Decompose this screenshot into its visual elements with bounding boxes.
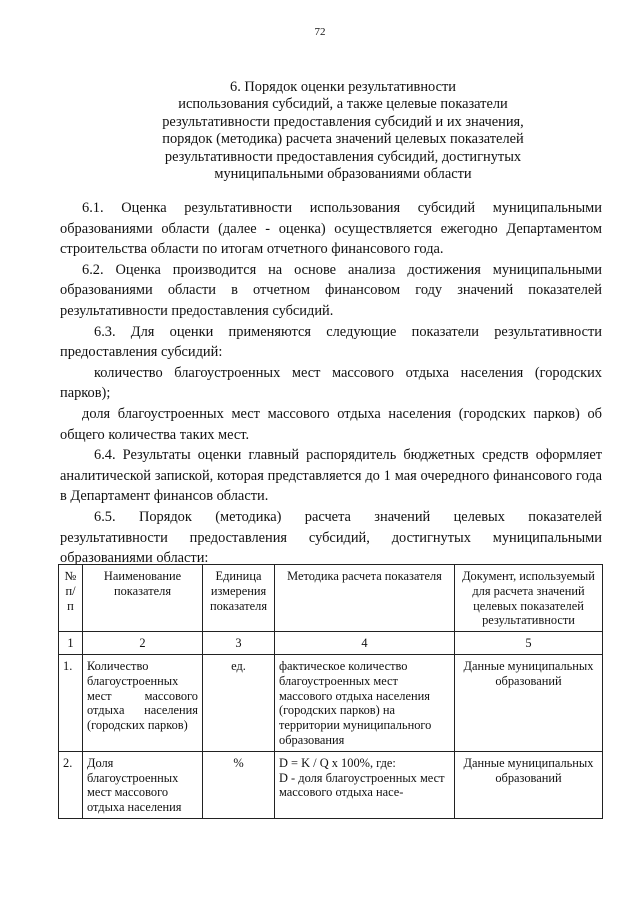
section-title-line: результативности предоставления субсидий, достигнутых xyxy=(164,148,522,165)
table-numbering-row xyxy=(59,632,603,655)
table-row xyxy=(59,751,603,818)
section-title-line: муниципальными образованиями области xyxy=(214,166,472,183)
row-unit: ед. xyxy=(203,654,275,751)
row-method-text: D - доля благоустроенных мест массового отдыха насе- xyxy=(279,770,445,800)
row-unit: % xyxy=(203,751,275,818)
section-title-line: 6. Порядок оценки результативности xyxy=(230,79,456,95)
row-indicator-name: Доля благоустроенных мест массового отдыха населения xyxy=(83,751,203,818)
row-number: 2. xyxy=(59,751,83,818)
paragraph-6-1: 6.1. Оценка результативности использования субсидий муниципальными образованиями области (далее - оценка) осуществляется ежегодно Департаментом строительства области по итогам отчетного финансового года. xyxy=(60,200,602,258)
numbering-cell: 2 xyxy=(83,632,203,655)
header-cell-unit: Единица измерения показателя xyxy=(203,565,275,632)
header-cell-method: Методика расчета показателя xyxy=(275,565,455,632)
indicators-table xyxy=(58,564,603,819)
paragraph-6-5-line-3: образованиями области: xyxy=(60,550,209,567)
page-number: 72 xyxy=(314,26,326,38)
paragraph-6-3: 6.3. Для оценки применяются следующие показатели результативности предоставления субсидий: xyxy=(60,323,602,361)
paragraph-6-3-item-2: доля благоустроенных мест массового отдыха населения (городских парков) об общего количества таких мест. xyxy=(60,405,602,443)
paragraph-6-5-line-2: результативности предоставления субсидий, достигнутых муниципальными xyxy=(60,529,602,546)
row-document: Данные муниципальных образований xyxy=(455,751,603,818)
table-header-row xyxy=(59,565,603,632)
row-indicator-name: Количество благоустроенных мест массового отдыха населения (городских парков) xyxy=(83,654,203,751)
section-title xyxy=(100,79,586,183)
body-text xyxy=(60,198,602,569)
section-title-line: использования субсидий, а также целевые показатели xyxy=(178,96,508,113)
numbering-cell: 5 xyxy=(455,632,603,655)
row-method: фактическое количество благоустроенных мест массового отдыха населения (городских парков) на территории муниципального образования xyxy=(275,654,455,751)
section-title-line: порядок (методика) расчета значений целевых показателей xyxy=(162,131,524,148)
numbering-cell: 3 xyxy=(203,632,275,655)
header-cell-name: Наименование показателя xyxy=(83,565,203,632)
paragraph-6-3-item-1: количество благоустроенных мест массового отдыха населения (городских парков); xyxy=(60,364,602,402)
numbering-cell: 4 xyxy=(275,632,455,655)
header-cell-number: № п/п xyxy=(59,565,83,632)
row-method-formula: D = K / Q x 100%, где: xyxy=(279,755,396,770)
row-document: Данные муниципальных образований xyxy=(455,654,603,751)
paragraph-6-4: 6.4. Результаты оценки главный распорядитель бюджетных средств оформляет аналитической запиской, которая представляется до 1 мая очередного финансового года в Департамент финансов области. xyxy=(60,447,602,505)
paragraph-6-5-line-1: 6.5. Порядок (методика) расчета значений целевых показателей xyxy=(94,508,602,525)
section-title-line: результативности предоставления субсидий и их значения, xyxy=(162,113,524,130)
numbering-cell: 1 xyxy=(59,632,83,655)
row-method xyxy=(275,751,455,818)
paragraph-6-2: 6.2. Оценка производится на основе анализа достижения муниципальными образованиями области в отчетном финансовом году значений показателей результативности предоставления субсидий. xyxy=(60,261,602,319)
row-number: 1. xyxy=(59,654,83,751)
header-cell-document: Документ, используемый для расчета значений целевых показателей результативности xyxy=(455,565,603,632)
table-row xyxy=(59,654,603,751)
